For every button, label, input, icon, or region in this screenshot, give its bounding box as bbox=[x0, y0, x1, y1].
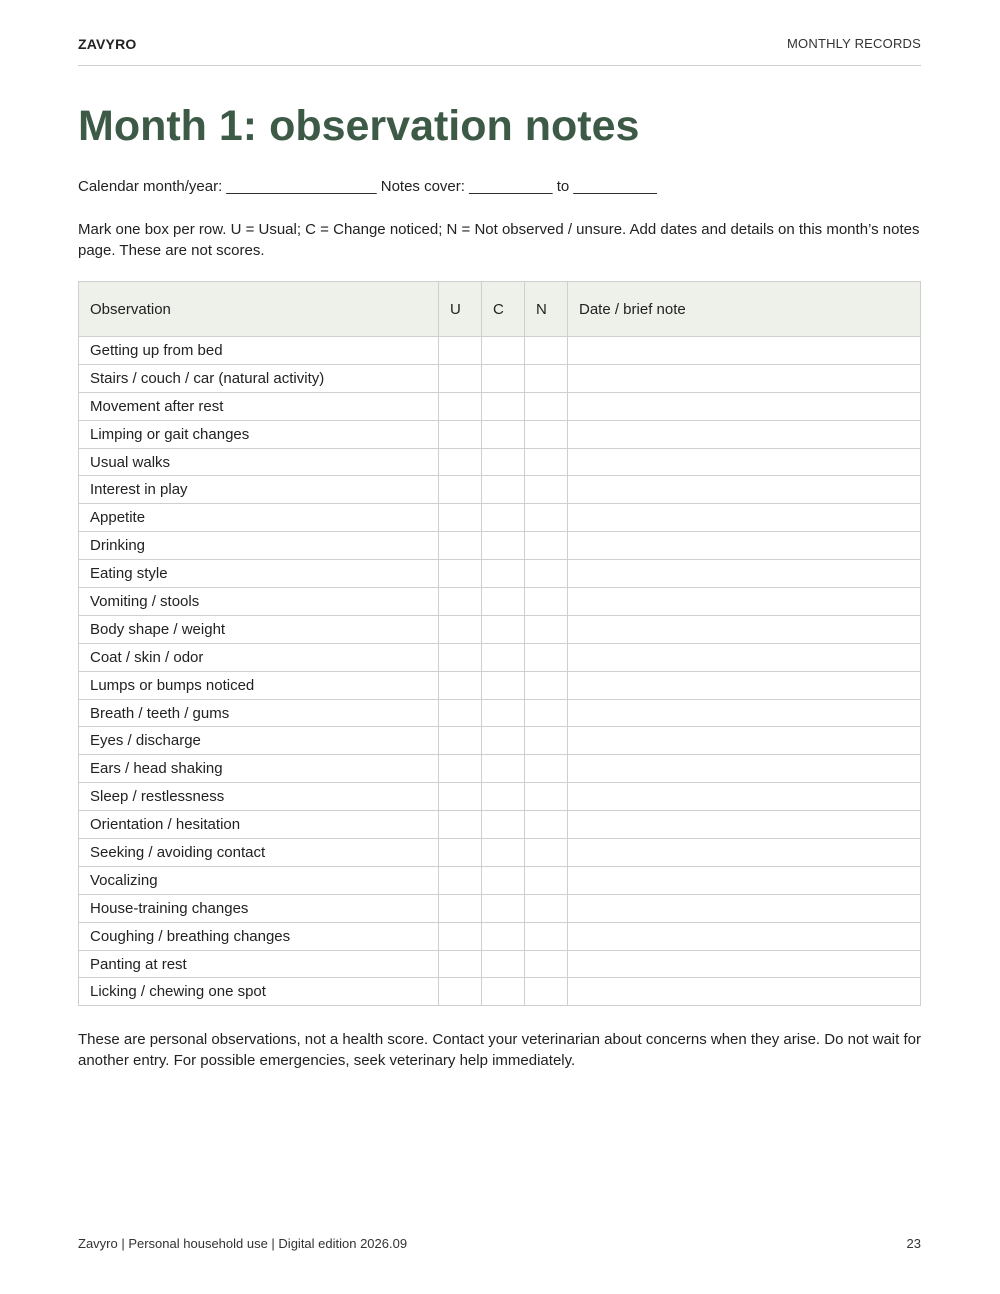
checkbox-cell-n[interactable] bbox=[525, 783, 568, 811]
note-cell[interactable] bbox=[568, 894, 921, 922]
column-header-observation: Observation bbox=[79, 282, 439, 337]
checkbox-cell-n[interactable] bbox=[525, 866, 568, 894]
checkbox-cell-u[interactable] bbox=[439, 504, 482, 532]
table-row bbox=[79, 839, 921, 867]
observation-label: Breath / teeth / gums bbox=[79, 699, 439, 727]
note-cell[interactable] bbox=[568, 476, 921, 504]
table-row bbox=[79, 727, 921, 755]
table-row bbox=[79, 588, 921, 616]
checkbox-cell-u[interactable] bbox=[439, 588, 482, 616]
note-cell[interactable] bbox=[568, 337, 921, 365]
column-header-c: C bbox=[482, 282, 525, 337]
checkbox-cell-n[interactable] bbox=[525, 978, 568, 1006]
checkbox-cell-c[interactable] bbox=[482, 560, 525, 588]
checkbox-cell-u[interactable] bbox=[439, 839, 482, 867]
checkbox-cell-u[interactable] bbox=[439, 811, 482, 839]
observation-label: House-training changes bbox=[79, 894, 439, 922]
column-header-n: N bbox=[525, 282, 568, 337]
checkbox-cell-n[interactable] bbox=[525, 755, 568, 783]
checkbox-cell-c[interactable] bbox=[482, 504, 525, 532]
checkbox-cell-n[interactable] bbox=[525, 839, 568, 867]
observation-label: Orientation / hesitation bbox=[79, 811, 439, 839]
checkbox-cell-n[interactable] bbox=[525, 727, 568, 755]
table-header bbox=[79, 282, 921, 337]
checkbox-cell-u[interactable] bbox=[439, 783, 482, 811]
checkbox-cell-c[interactable] bbox=[482, 392, 525, 420]
checkbox-cell-u[interactable] bbox=[439, 476, 482, 504]
checkbox-cell-n[interactable] bbox=[525, 588, 568, 616]
edition-text: Zavyro | Personal household use | Digital edition 2026.09 bbox=[78, 1236, 408, 1251]
table-row bbox=[79, 364, 921, 392]
checkbox-cell-u[interactable] bbox=[439, 560, 482, 588]
checkbox-cell-n[interactable] bbox=[525, 894, 568, 922]
observation-label: Seeking / avoiding contact bbox=[79, 839, 439, 867]
note-cell[interactable] bbox=[568, 727, 921, 755]
table-row bbox=[79, 392, 921, 420]
checkbox-cell-u[interactable] bbox=[439, 420, 482, 448]
note-cell[interactable] bbox=[568, 615, 921, 643]
note-cell[interactable] bbox=[568, 699, 921, 727]
checkbox-cell-n[interactable] bbox=[525, 950, 568, 978]
checkbox-cell-n[interactable] bbox=[525, 420, 568, 448]
note-cell[interactable] bbox=[568, 504, 921, 532]
note-cell[interactable] bbox=[568, 448, 921, 476]
note-cell[interactable] bbox=[568, 643, 921, 671]
checkbox-cell-u[interactable] bbox=[439, 950, 482, 978]
observation-label: Panting at rest bbox=[79, 950, 439, 978]
observation-label: Eyes / discharge bbox=[79, 727, 439, 755]
checkbox-cell-c[interactable] bbox=[482, 783, 525, 811]
checkbox-cell-u[interactable] bbox=[439, 755, 482, 783]
observation-label: Appetite bbox=[79, 504, 439, 532]
note-cell[interactable] bbox=[568, 811, 921, 839]
observation-label: Coughing / breathing changes bbox=[79, 922, 439, 950]
observation-label: Stairs / couch / car (natural activity) bbox=[79, 364, 439, 392]
checkbox-cell-u[interactable] bbox=[439, 364, 482, 392]
table-row bbox=[79, 420, 921, 448]
note-cell[interactable] bbox=[568, 866, 921, 894]
checkbox-cell-u[interactable] bbox=[439, 922, 482, 950]
checkbox-cell-n[interactable] bbox=[525, 811, 568, 839]
observation-label: Getting up from bed bbox=[79, 337, 439, 365]
observation-label: Eating style bbox=[79, 560, 439, 588]
note-cell[interactable] bbox=[568, 392, 921, 420]
note-cell[interactable] bbox=[568, 783, 921, 811]
checkbox-cell-c[interactable] bbox=[482, 476, 525, 504]
calendar-fill-line: Calendar month/year: __________________ Notes cover: __________ to __________ bbox=[78, 178, 657, 195]
table-row bbox=[79, 448, 921, 476]
observation-label: Lumps or bumps noticed bbox=[79, 671, 439, 699]
checkbox-cell-c[interactable] bbox=[482, 643, 525, 671]
observation-label: Licking / chewing one spot bbox=[79, 978, 439, 1006]
checkbox-cell-n[interactable] bbox=[525, 476, 568, 504]
column-header-u: U bbox=[439, 282, 482, 337]
note-cell[interactable] bbox=[568, 560, 921, 588]
table-row bbox=[79, 504, 921, 532]
checkbox-cell-n[interactable] bbox=[525, 560, 568, 588]
note-cell[interactable] bbox=[568, 420, 921, 448]
table-row bbox=[79, 699, 921, 727]
checkbox-cell-u[interactable] bbox=[439, 643, 482, 671]
page-number: 23 bbox=[906, 1236, 921, 1251]
table-row bbox=[79, 755, 921, 783]
note-cell[interactable] bbox=[568, 950, 921, 978]
table-row bbox=[79, 671, 921, 699]
note-cell[interactable] bbox=[568, 978, 921, 1006]
checkbox-cell-c[interactable] bbox=[482, 615, 525, 643]
page-footer bbox=[78, 1236, 921, 1251]
checkbox-cell-u[interactable] bbox=[439, 392, 482, 420]
note-cell[interactable] bbox=[568, 532, 921, 560]
checkbox-cell-c[interactable] bbox=[482, 950, 525, 978]
checkbox-cell-n[interactable] bbox=[525, 364, 568, 392]
note-cell[interactable] bbox=[568, 588, 921, 616]
checkbox-cell-n[interactable] bbox=[525, 615, 568, 643]
checkbox-cell-u[interactable] bbox=[439, 671, 482, 699]
disclaimer-text: These are personal observations, not a health score. Contact your veterinarian about concerns when they arise. Do not wait for another entry. For possible emergencies, seek veterinary help immediately. bbox=[78, 1031, 921, 1069]
checkbox-cell-c[interactable] bbox=[482, 978, 525, 1006]
table-row bbox=[79, 532, 921, 560]
observation-label: Coat / skin / odor bbox=[79, 643, 439, 671]
column-header-note: Date / brief note bbox=[568, 282, 921, 337]
observation-table bbox=[78, 281, 921, 1006]
checkbox-cell-c[interactable] bbox=[482, 894, 525, 922]
checkbox-cell-u[interactable] bbox=[439, 727, 482, 755]
checkbox-cell-c[interactable] bbox=[482, 532, 525, 560]
note-cell[interactable] bbox=[568, 922, 921, 950]
checkbox-cell-c[interactable] bbox=[482, 588, 525, 616]
checkbox-cell-n[interactable] bbox=[525, 699, 568, 727]
table-row bbox=[79, 615, 921, 643]
table-row bbox=[79, 811, 921, 839]
table-row bbox=[79, 922, 921, 950]
section-label: MONTHLY RECORDS bbox=[787, 36, 921, 51]
table-body bbox=[79, 337, 921, 1006]
observation-label: Sleep / restlessness bbox=[79, 783, 439, 811]
observation-label: Vocalizing bbox=[79, 866, 439, 894]
table-row bbox=[79, 783, 921, 811]
checkbox-cell-n[interactable] bbox=[525, 448, 568, 476]
observation-label: Ears / head shaking bbox=[79, 755, 439, 783]
brand-name: ZAVYRO bbox=[78, 36, 137, 52]
checkbox-cell-c[interactable] bbox=[482, 839, 525, 867]
checkbox-cell-n[interactable] bbox=[525, 671, 568, 699]
checkbox-cell-n[interactable] bbox=[525, 504, 568, 532]
checkbox-cell-u[interactable] bbox=[439, 978, 482, 1006]
checkbox-cell-u[interactable] bbox=[439, 894, 482, 922]
checkbox-cell-u[interactable] bbox=[439, 532, 482, 560]
checkbox-cell-u[interactable] bbox=[439, 337, 482, 365]
checkbox-cell-n[interactable] bbox=[525, 337, 568, 365]
checkbox-cell-c[interactable] bbox=[482, 727, 525, 755]
instructions-text: Mark one box per row. U = Usual; C = Change noticed; N = Not observed / unsure. Add dates and details on this month’s notes page. These are not scores. bbox=[78, 221, 920, 259]
observation-label: Body shape / weight bbox=[79, 615, 439, 643]
checkbox-cell-c[interactable] bbox=[482, 811, 525, 839]
observation-label: Usual walks bbox=[79, 448, 439, 476]
checkbox-cell-c[interactable] bbox=[482, 866, 525, 894]
checkbox-cell-u[interactable] bbox=[439, 699, 482, 727]
checkbox-cell-c[interactable] bbox=[482, 699, 525, 727]
observation-label: Movement after rest bbox=[79, 392, 439, 420]
table-row bbox=[79, 337, 921, 365]
table-row bbox=[79, 866, 921, 894]
checkbox-cell-c[interactable] bbox=[482, 420, 525, 448]
table-row bbox=[79, 560, 921, 588]
table-row bbox=[79, 950, 921, 978]
checkbox-cell-u[interactable] bbox=[439, 448, 482, 476]
checkbox-cell-c[interactable] bbox=[482, 448, 525, 476]
checkbox-cell-c[interactable] bbox=[482, 922, 525, 950]
checkbox-cell-n[interactable] bbox=[525, 392, 568, 420]
checkbox-cell-n[interactable] bbox=[525, 643, 568, 671]
checkbox-cell-c[interactable] bbox=[482, 671, 525, 699]
checkbox-cell-c[interactable] bbox=[482, 755, 525, 783]
checkbox-cell-c[interactable] bbox=[482, 364, 525, 392]
note-cell[interactable] bbox=[568, 364, 921, 392]
observation-label: Interest in play bbox=[79, 476, 439, 504]
checkbox-cell-n[interactable] bbox=[525, 922, 568, 950]
checkbox-cell-u[interactable] bbox=[439, 866, 482, 894]
note-cell[interactable] bbox=[568, 671, 921, 699]
note-cell[interactable] bbox=[568, 755, 921, 783]
checkbox-cell-n[interactable] bbox=[525, 532, 568, 560]
page-header bbox=[78, 36, 921, 66]
observation-label: Vomiting / stools bbox=[79, 588, 439, 616]
table-row bbox=[79, 894, 921, 922]
table-row bbox=[79, 643, 921, 671]
checkbox-cell-c[interactable] bbox=[482, 337, 525, 365]
table-row bbox=[79, 476, 921, 504]
observation-label: Limping or gait changes bbox=[79, 420, 439, 448]
observation-label: Drinking bbox=[79, 532, 439, 560]
page-title: Month 1: observation notes bbox=[78, 102, 640, 150]
table-header-row bbox=[79, 282, 921, 337]
checkbox-cell-u[interactable] bbox=[439, 615, 482, 643]
table-row bbox=[79, 978, 921, 1006]
note-cell[interactable] bbox=[568, 839, 921, 867]
